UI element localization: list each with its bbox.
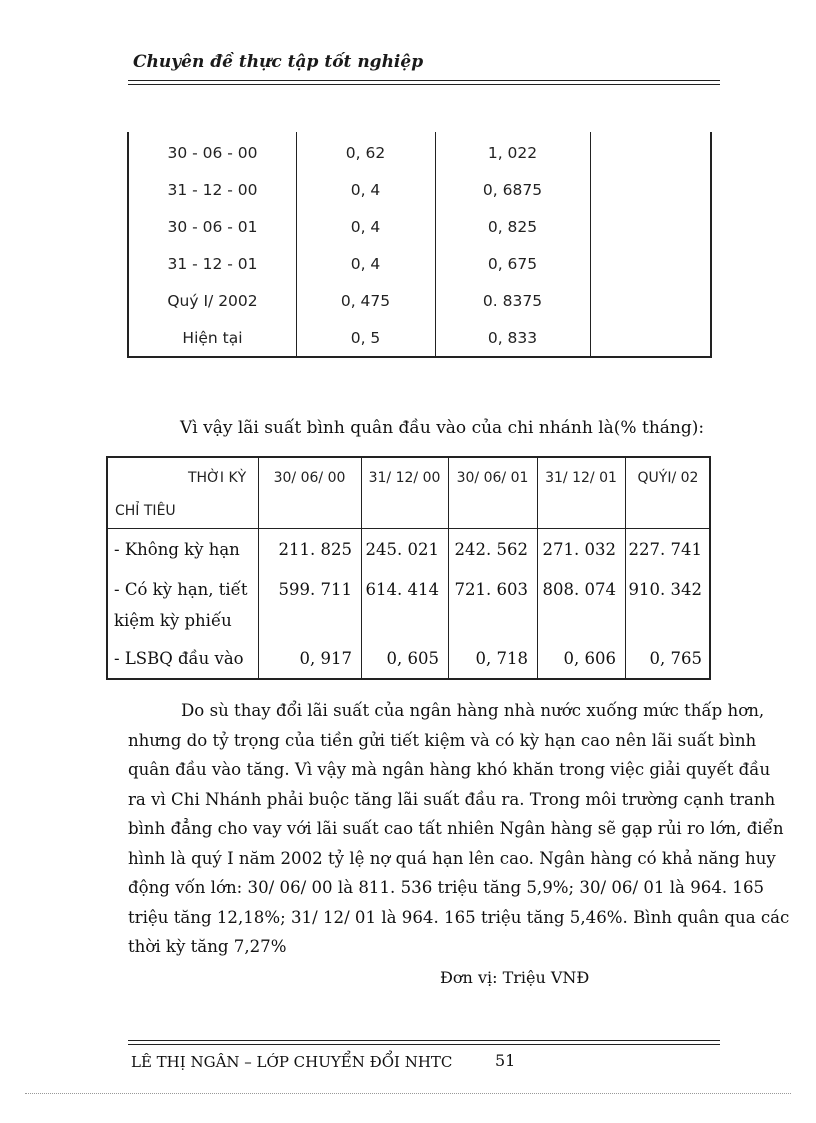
- row-label: - LSBQ đầu vào: [114, 649, 244, 668]
- header-rule-top: [128, 80, 720, 81]
- table1-cell: 30 - 06 - 00: [167, 144, 258, 162]
- value-cell: 211. 825: [278, 540, 352, 559]
- table2-divider: [361, 458, 362, 678]
- table1-cell: 0, 62: [345, 144, 386, 162]
- value-cell: 245. 021: [365, 540, 439, 559]
- table2-divider: [625, 458, 626, 678]
- value-cell: 808. 074: [542, 580, 616, 599]
- paragraph-line: động vốn lớn: 30/ 06/ 00 là 811. 536 triệu tăng 5,9%; 30/ 06/ 01 là 964. 165: [128, 878, 765, 897]
- period-header: 31/ 12/ 01: [545, 470, 617, 486]
- table1-cell: [590, 172, 714, 209]
- paragraph-line: triệu tăng 12,18%; 31/ 12/ 01 là 964. 165 triệu tăng 5,46%. Bình quân qua các: [128, 907, 790, 927]
- interest-rate-table-continued: [127, 132, 712, 358]
- analysis-paragraph: [128, 696, 790, 962]
- value-cell: 0, 917: [299, 649, 352, 668]
- table1-cell: 0, 5: [350, 329, 381, 347]
- paragraph-line: hình là quý I năm 2002 tỷ lệ nợ quá hạn lên cao. Ngân hàng có khả năng huy: [128, 848, 776, 868]
- row-label: - Không kỳ hạn: [114, 540, 240, 559]
- header-rule-bottom: [128, 84, 720, 85]
- paragraph-line: Do sù thay đổi lãi suất của ngân hàng nhà nước xuống mức thấp hơn,: [181, 701, 765, 720]
- corner-header-period: THỜI KỲ: [188, 470, 247, 486]
- footer-rule-bottom: [128, 1044, 720, 1045]
- table1-cell: Quý I/ 2002: [167, 292, 258, 310]
- paragraph-line: thời kỳ tăng 7,27%: [128, 937, 287, 956]
- table1-cell: 31 - 12 - 00: [167, 181, 258, 199]
- paragraph-line: quân đầu vào tăng. Vì vậy mà ngân hàng khó khăn trong việc giải quyết đầu: [128, 760, 771, 779]
- value-cell: 910. 342: [628, 580, 702, 599]
- table2-header-rule: [108, 528, 709, 529]
- table1-row: [129, 320, 710, 357]
- value-cell: 227. 741: [628, 540, 702, 559]
- paragraph-line: nhưng do tỷ trọng của tiền gửi tiết kiệm và có kỳ hạn cao nên lãi suất bình: [128, 730, 757, 750]
- corner-header-indicator: CHỈ TIÊU: [115, 503, 176, 519]
- table1-cell: [590, 320, 714, 357]
- table1-row: [129, 209, 710, 246]
- table1-cell: 0, 825: [487, 218, 538, 236]
- page-edge-dotted-line: [25, 1093, 791, 1094]
- footer-author: LÊ THỊ NGÂN – LỚP CHUYỂN ĐỔI NHTC: [131, 1053, 453, 1071]
- footer-rule-top: [128, 1040, 720, 1041]
- value-cell: 599. 711: [278, 580, 352, 599]
- table1-row: [129, 283, 710, 320]
- period-header: 30/ 06/ 01: [456, 470, 529, 486]
- table1-cell: 0, 833: [487, 329, 538, 347]
- table1-cell: 0, 6875: [482, 181, 543, 199]
- table1-row: [129, 172, 710, 209]
- paragraph-line: ra vì Chi Nhánh phải buộc tăng lãi suất đầu ra. Trong môi trường cạnh tranh: [128, 789, 776, 809]
- table2-divider: [258, 458, 259, 678]
- value-cell: 0, 765: [649, 649, 702, 668]
- period-header: 30/ 06/ 00: [273, 470, 346, 486]
- paragraph-line: bình đẳng cho vay với lãi suất cao tất nhiên Ngân hàng sẽ gạp rủi ro lớn, điển: [128, 819, 784, 838]
- table1-cell: 0, 4: [350, 218, 381, 236]
- input-interest-rate-table: [106, 456, 711, 680]
- table1-cell: 31 - 12 - 01: [167, 255, 258, 273]
- table1-cell: Hiện tại: [182, 329, 243, 347]
- table1-cell: 0, 4: [350, 181, 381, 199]
- table1-cell: 1, 022: [487, 144, 538, 162]
- period-header: QUÝI/ 02: [637, 470, 699, 486]
- table1-cell: 0, 475: [340, 292, 391, 310]
- page-header-title: Chuyên đề thực tập tốt nghiệp: [133, 52, 424, 72]
- value-cell: 0, 605: [386, 649, 439, 668]
- table1-cell: [590, 283, 714, 320]
- page-number: 51: [495, 1051, 516, 1070]
- table1-row: [129, 135, 710, 172]
- value-cell: 0, 718: [475, 649, 528, 668]
- table2-divider: [448, 458, 449, 678]
- table1-row: [129, 246, 710, 283]
- table1-cell: [590, 135, 714, 172]
- table1-cell: 0. 8375: [482, 292, 543, 310]
- value-cell: 271. 032: [542, 540, 616, 559]
- table2-divider: [537, 458, 538, 678]
- table1-cell: 30 - 06 - 01: [167, 218, 258, 236]
- value-cell: 614. 414: [365, 580, 439, 599]
- table1-cell: 0, 4: [350, 255, 381, 273]
- row-label: kiệm kỳ phiếu: [114, 611, 232, 630]
- table1-cell: 0, 675: [487, 255, 538, 273]
- value-cell: 0, 606: [563, 649, 616, 668]
- period-header: 31/ 12/ 00: [368, 470, 441, 486]
- value-cell: 721. 603: [454, 580, 528, 599]
- table1-cell: [590, 246, 714, 283]
- intro-sentence: Vì vậy lãi suất bình quân đầu vào của chi nhánh là(% tháng):: [180, 418, 705, 438]
- unit-note: Đơn vị: Triệu VNĐ: [440, 968, 590, 987]
- row-label: - Có kỳ hạn, tiết: [114, 580, 248, 599]
- value-cell: 242. 562: [454, 540, 528, 559]
- table1-cell: [590, 209, 714, 246]
